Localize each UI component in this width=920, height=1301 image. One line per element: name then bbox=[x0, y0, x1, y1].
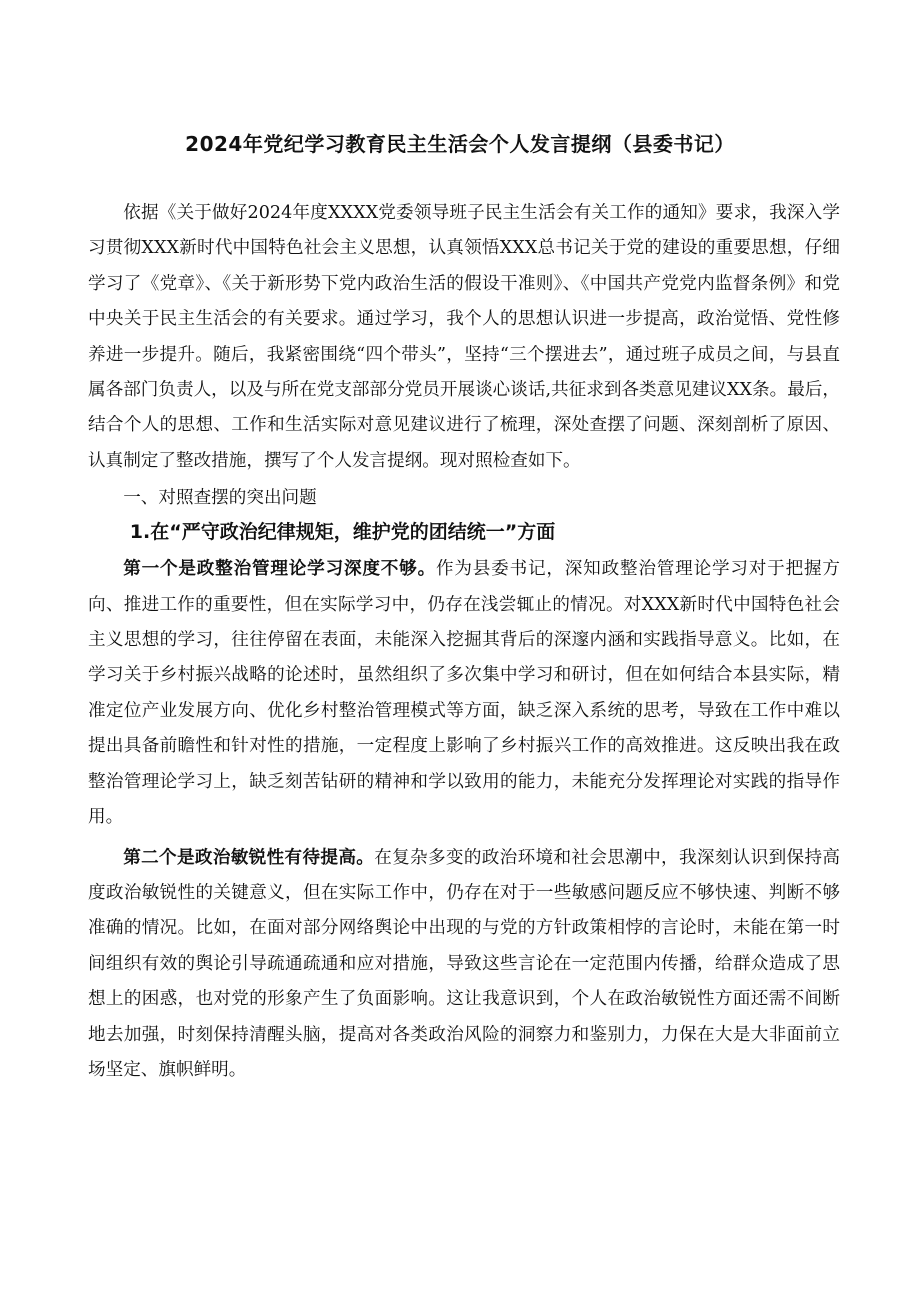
point-2-text: 在复杂多变的政治环境和社会思潮中，我深刻认识到保持高度政治敏锐性的关键意义，但在实际工作中，仍存在对于一些敏感问题反应不够快速、判断不够准确的情况。比如，在面对部分网络舆论中出现的与党的方针政策相悖的言论时，未能在第一时间组织有效的舆论引导疏通疏通和应对措施，导致这些言论在一定范围内传播，给群众造成了思想上的困惑，也对党的形象产生了负面影响。这让我意识到，个人在政治敏锐性方面还需不间断地去加强，时刻保持清醒头脑，提高对各类政治风险的洞察力和鉴别力，力保在大是大非面前立场坚定、旗帜鲜明。 bbox=[88, 847, 840, 1080]
point-1-text: 作为县委书记，深知政整治管理论学习对于把握方向、推进工作的重要性，但在实际学习中，仍存在浅尝辄止的情况。对XXX新时代中国特色社会主义思想的学习，往往停留在表面，未能深入挖掘其背后的深邃内涵和实践指导意义。比如，在学习关于乡村振兴战略的论述时，虽然组织了多次集中学习和研讨，但在如何结合本县实际，精准定位产业发展方向、优化乡村整治管理模式等方面，缺乏深入系统的思考，导致在工作中难以提出具备前瞻性和针对性的措施，一定程度上影响了乡村振兴工作的高效推进。这反映出我在政整治管理论学习上，缺乏刻苦钻研的精神和学以致用的能力，未能充分发挥理论对实践的指导作用。 bbox=[88, 559, 840, 828]
point-1-paragraph bbox=[88, 551, 840, 835]
point-1-lead: 第一个是政整治管理论学习深度不够。 bbox=[123, 558, 436, 580]
section-heading: 一、对照查摆的突出问题 bbox=[123, 488, 317, 509]
document-body bbox=[88, 196, 840, 1088]
document-title: 2024年党纪学习教育民主生活会个人发言提纲（县委书记） bbox=[185, 132, 735, 156]
subsection-heading: 1.在“严守政治纪律规矩，维护党的团结统一”方面 bbox=[129, 521, 556, 544]
point-2-lead: 第二个是政治敏锐性有待提高。 bbox=[123, 846, 375, 868]
intro-paragraph: 依据《关于做好2024年度XXXX党委领导班子民主生活会有关工作的通知》要求，我深入学习贯彻XXX新时代中国特色社会主义思想，认真领悟XXX总书记关于党的建设的重要思想，仔细学习了《党章》、《关于新形势下党内政治生活的假设干准则》、《中国共产党党内监督条例》和党中央关于民主生活会的有关要求。通过学习，我个人的思想认识进一步提高，政治觉悟、党性修养进一步提升。随后，我紧密围绕“四个带头”，坚持“三个摆进去”，通过班子成员之间，与县直属各部门负责人，以及与所在党支部部分党员开展谈心谈话,共征求到各类意见建议XX条。最后，结合个人的思想、工作和生活实际对意见建议进行了梳理，深处查摆了问题、深刻剖析了原因、认真制定了整改措施，撰写了个人发言提纲。现对照检查如下。 bbox=[88, 203, 840, 471]
point-2-paragraph bbox=[88, 840, 840, 1089]
